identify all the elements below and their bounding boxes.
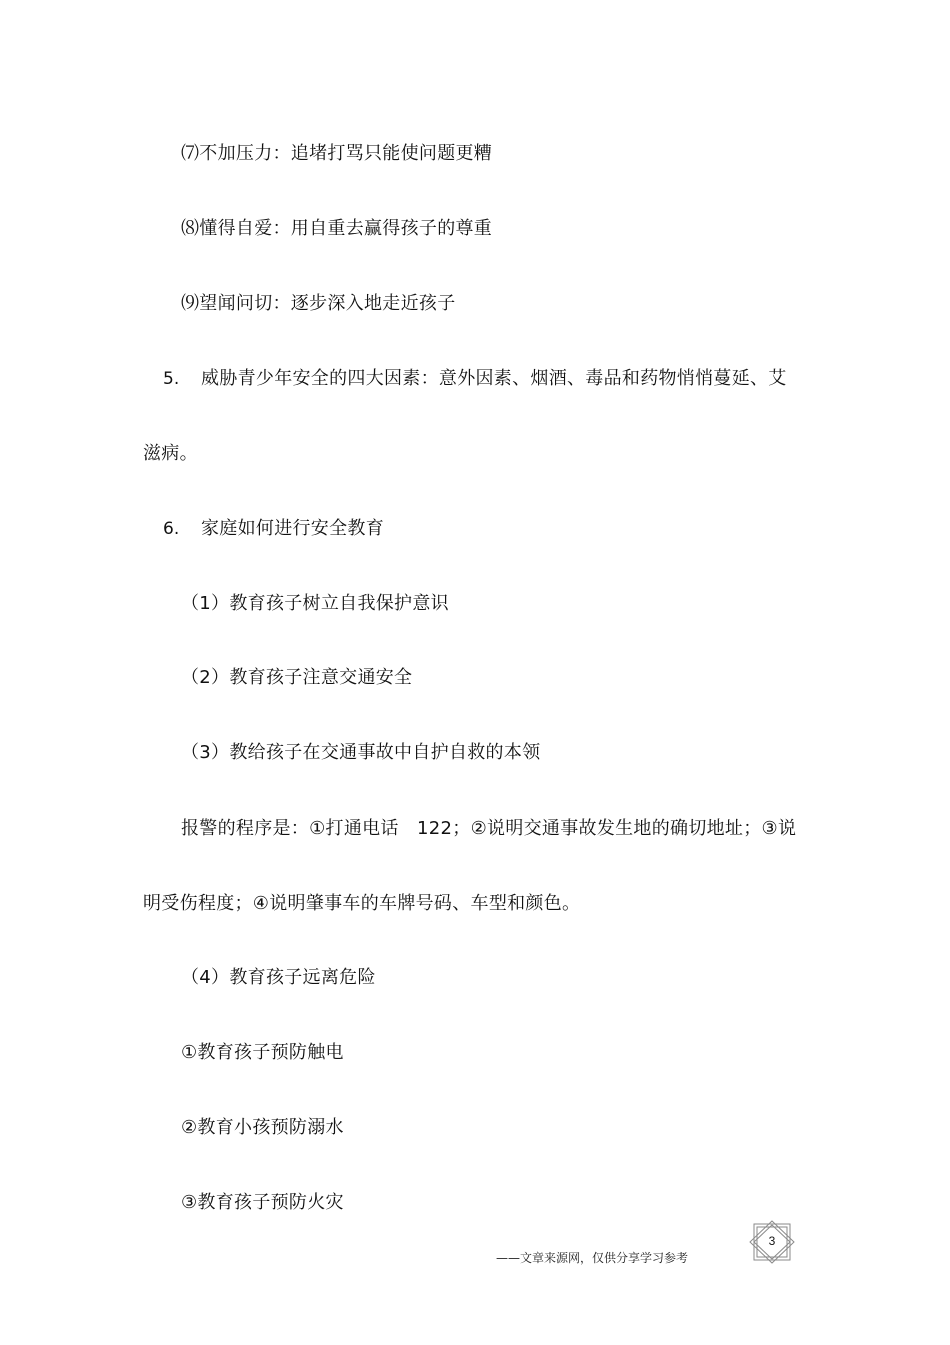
section-6-title: 家庭如何进行安全教育: [201, 518, 384, 539]
footer-note: ——文章来源网，仅供分享学习参考: [496, 1251, 689, 1265]
page-number: 3: [768, 1234, 776, 1248]
section-6-number: 6.: [163, 519, 180, 539]
section-5-text-continued: 滋病。: [143, 443, 198, 464]
list-item-7: ⑺不加压力：追堵打骂只能使问题更糟: [181, 143, 493, 164]
list-item-9: ⑼望闻问切：逐步深入地走近孩子: [181, 293, 456, 314]
sub-item-2: ②教育小孩预防溺水: [181, 1117, 344, 1138]
section-6-point-2: （2）教育孩子注意交通安全: [181, 667, 413, 688]
sub-item-3: ③教育孩子预防火灾: [181, 1192, 344, 1213]
section-6-point-3: （3）教给孩子在交通事故中自护自救的本领: [181, 742, 541, 763]
section-6-point-1: （1）教育孩子树立自我保护意识: [181, 593, 449, 614]
section-6-point-4: （4）教育孩子远离危险: [181, 967, 376, 988]
alarm-procedure: 报警的程序是：①打通电话 122；②说明交通事故发生地的确切地址；③说: [181, 818, 797, 839]
alarm-procedure-continued: 明受伤程度；④说明肇事车的车牌号码、车型和颜色。: [143, 893, 581, 914]
page-number-badge: [748, 1220, 796, 1264]
section-5-text: 威胁青少年安全的四大因素：意外因素、烟酒、毒品和药物悄悄蔓延、艾: [201, 368, 787, 389]
list-item-8: ⑻懂得自爱：用自重去赢得孩子的尊重: [181, 218, 493, 239]
section-5-number: 5.: [163, 369, 180, 389]
sub-item-1: ①教育孩子预防触电: [181, 1042, 344, 1063]
